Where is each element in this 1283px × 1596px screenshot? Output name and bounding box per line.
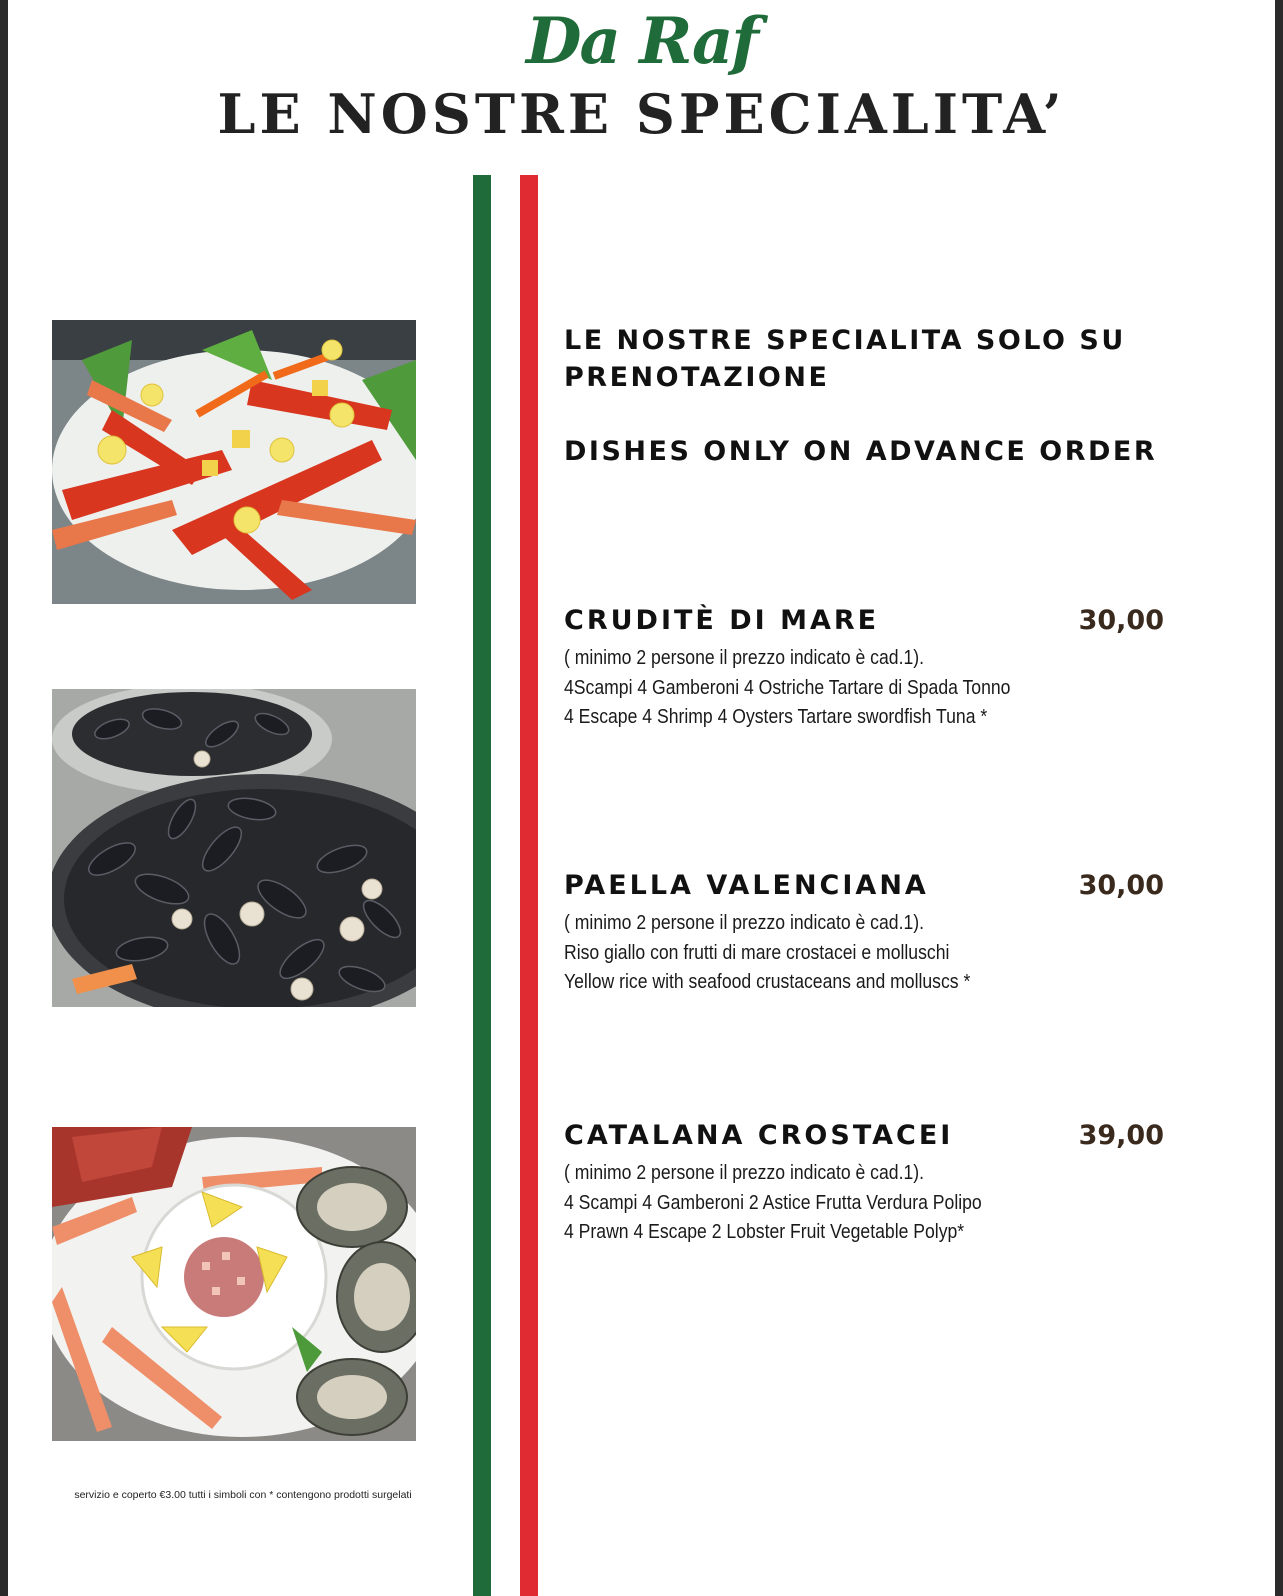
dish-description-line: 4 Scampi 4 Gamberoni 2 Astice Frutta Verdura Polipo [564, 1191, 982, 1214]
dish-description-line: 4Scampi 4 Gamberoni 4 Ostriche Tartare di Spada Tonno [564, 676, 1011, 699]
menu-item [564, 602, 1164, 733]
seafood-platter-photo [52, 320, 416, 604]
dish-description [564, 1159, 1162, 1248]
dish-description-line: 4 Escape 4 Shrimp 4 Oysters Tartare swordfish Tuna * [564, 706, 988, 728]
footnote: servizio e coperto €3.00 tutti i simboli con * contengono prodotti surgelati [74, 1489, 412, 1501]
dish-description-line: Yellow rice with seafood crustaceans and molluscs * [564, 971, 971, 993]
menu-page [8, 0, 1275, 1596]
dish-name: CRUDITÈ DI MARE [564, 605, 880, 636]
notice-italian: LE NOSTRE SPECIALITA SOLO SU PRENOTAZIONE [564, 325, 1126, 393]
page-title: LE NOSTRE SPECIALITA’ [217, 82, 1066, 146]
crudite-tartare-oysters-photo [52, 1127, 416, 1441]
dish-description-line: ( minimo 2 persone il prezzo indicato è cad.1). [564, 647, 925, 669]
dish-price: 39,00 [1078, 1120, 1164, 1151]
dish-description-line: ( minimo 2 persone il prezzo indicato è cad.1). [564, 1162, 925, 1184]
dish-name: CATALANA CROSTACEI [564, 1120, 954, 1151]
dish-description [564, 909, 1162, 998]
notice-english: DISHES ONLY ON ADVANCE ORDER [564, 436, 1158, 467]
dish-price: 30,00 [1078, 870, 1164, 901]
dish-description [564, 644, 1162, 733]
dish-price: 30,00 [1078, 605, 1164, 636]
menu-item [564, 867, 1164, 998]
flag-stripe-green [473, 175, 491, 1596]
dish-description-line: ( minimo 2 persone il prezzo indicato è cad.1). [564, 912, 925, 934]
dish-description-line: Riso giallo con frutti di mare crostacei e molluschi [564, 941, 950, 964]
logo: Da Raf [526, 4, 757, 79]
menu-item [564, 1117, 1164, 1248]
flag-stripe-red [520, 175, 538, 1596]
dish-description-line: 4 Prawn 4 Escape 2 Lobster Fruit Vegetable Polyp* [564, 1221, 965, 1243]
dish-name: PAELLA VALENCIANA [564, 870, 929, 901]
mussels-clams-photo [52, 689, 416, 1007]
